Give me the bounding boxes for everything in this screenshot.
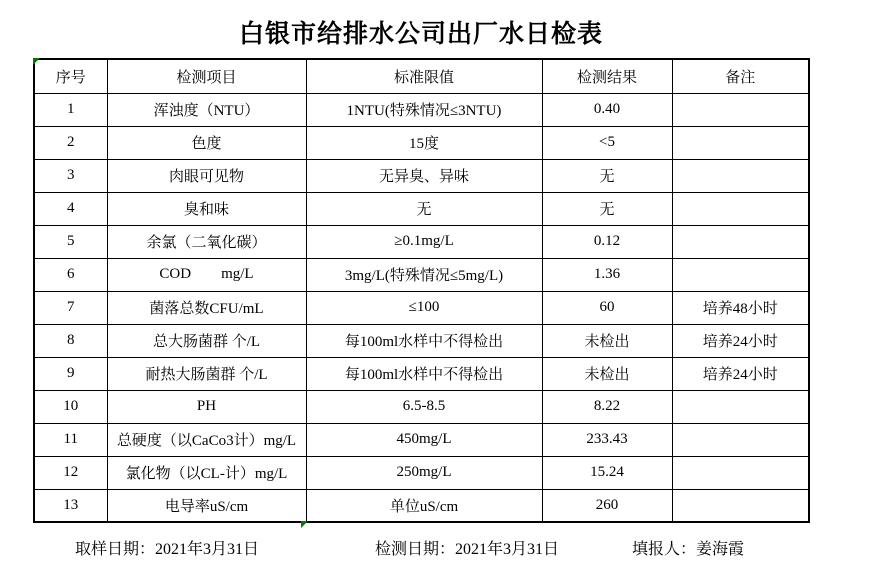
sampling-date-value: 2021年3月31日 — [155, 541, 260, 558]
cell-index: 3 — [34, 159, 107, 192]
table-header — [34, 59, 809, 93]
cell-note: 培养48小时 — [672, 291, 809, 324]
cell-index: 8 — [34, 324, 107, 357]
cell-note — [672, 489, 809, 522]
cell-limit: 6.5-8.5 — [306, 390, 542, 423]
cell-result: 8.22 — [542, 390, 672, 423]
cell-result: 233.43 — [542, 423, 672, 456]
cell-limit: 450mg/L — [306, 423, 542, 456]
cell-item: 色度 — [107, 126, 306, 159]
table-row — [34, 126, 809, 159]
test-date-value: 2021年3月31日 — [455, 541, 560, 558]
cell-result: 无 — [542, 159, 672, 192]
cell-result: 60 — [542, 291, 672, 324]
cell-index: 4 — [34, 192, 107, 225]
cell-corner-marker-icon — [301, 521, 308, 528]
cell-result: 260 — [542, 489, 672, 522]
table-row — [34, 258, 809, 291]
test-date — [375, 536, 559, 559]
inspection-table — [33, 58, 810, 523]
table-row — [34, 324, 809, 357]
cell-note — [672, 126, 809, 159]
sampling-date — [75, 536, 259, 559]
table-row — [34, 456, 809, 489]
reporter-name: 姜海霞 — [696, 541, 745, 558]
cell-limit: 每100ml水样中不得检出 — [306, 324, 542, 357]
cell-item: PH — [107, 390, 306, 423]
test-date-label: 检测日期： — [375, 541, 456, 558]
table-row — [34, 489, 809, 522]
cell-limit: ≥0.1mg/L — [306, 225, 542, 258]
cell-item: 浑浊度（NTU） — [107, 93, 306, 126]
cell-index: 6 — [34, 258, 107, 291]
cell-result: 无 — [542, 192, 672, 225]
cell-note — [672, 159, 809, 192]
table-row — [34, 390, 809, 423]
cell-item: 总大肠菌群 个/L — [107, 324, 306, 357]
cell-result: 未检出 — [542, 324, 672, 357]
header-row — [34, 59, 809, 93]
cell-limit: 1NTU(特殊情况≤3NTU) — [306, 93, 542, 126]
cell-index: 13 — [34, 489, 107, 522]
page-title: 白银市给排水公司出厂水日检表 — [238, 20, 603, 48]
cell-index: 9 — [34, 357, 107, 390]
cell-limit: 250mg/L — [306, 456, 542, 489]
cell-item: 耐热大肠菌群 个/L — [107, 357, 306, 390]
cell-limit: 15度 — [306, 126, 542, 159]
table-body — [34, 93, 809, 522]
cell-result: 0.12 — [542, 225, 672, 258]
cell-item: 总硬度（以CaCo3计）mg/L — [107, 423, 306, 456]
cell-limit: 单位uS/cm — [306, 489, 542, 522]
col-header-result: 检测结果 — [542, 59, 672, 93]
col-header-item: 检测项目 — [107, 59, 306, 93]
cell-note — [672, 225, 809, 258]
col-header-note: 备注 — [672, 59, 809, 93]
cell-limit: ≤100 — [306, 291, 542, 324]
cell-corner-marker-icon — [33, 58, 40, 65]
cell-item: COD mg/L — [107, 258, 306, 291]
cell-note — [672, 390, 809, 423]
reporter-label: 填报人： — [632, 541, 697, 558]
cell-item: 肉眼可见物 — [107, 159, 306, 192]
reporter — [632, 536, 744, 559]
cell-note — [672, 192, 809, 225]
cell-limit: 3mg/L(特殊情况≤5mg/L) — [306, 258, 542, 291]
cell-index: 10 — [34, 390, 107, 423]
cell-result: <5 — [542, 126, 672, 159]
cell-limit: 无异臭、异味 — [306, 159, 542, 192]
cell-index: 11 — [34, 423, 107, 456]
cell-limit: 无 — [306, 192, 542, 225]
cell-item: 电导率uS/cm — [107, 489, 306, 522]
cell-limit: 每100ml水样中不得检出 — [306, 357, 542, 390]
cell-note: 培养24小时 — [672, 357, 809, 390]
table-row — [34, 423, 809, 456]
table-row — [34, 159, 809, 192]
cell-item: 菌落总数CFU/mL — [107, 291, 306, 324]
cell-index: 12 — [34, 456, 107, 489]
cell-index: 1 — [34, 93, 107, 126]
table-row — [34, 93, 809, 126]
cell-result: 15.24 — [542, 456, 672, 489]
table-row — [34, 291, 809, 324]
cell-note — [672, 93, 809, 126]
cell-index: 7 — [34, 291, 107, 324]
cell-result: 0.40 — [542, 93, 672, 126]
cell-result: 未检出 — [542, 357, 672, 390]
cell-item: 余氯（二氧化碳） — [107, 225, 306, 258]
col-header-index: 序号 — [34, 59, 107, 93]
cell-result: 1.36 — [542, 258, 672, 291]
cell-item: 氯化物（以CL-计）mg/L — [107, 456, 306, 489]
cell-item: 臭和味 — [107, 192, 306, 225]
cell-index: 2 — [34, 126, 107, 159]
cell-note — [672, 258, 809, 291]
table-row — [34, 357, 809, 390]
cell-note: 培养24小时 — [672, 324, 809, 357]
sampling-date-label: 取样日期： — [75, 541, 156, 558]
table-row — [34, 225, 809, 258]
cell-index: 5 — [34, 225, 107, 258]
col-header-limit: 标准限值 — [306, 59, 542, 93]
cell-note — [672, 456, 809, 489]
cell-note — [672, 423, 809, 456]
table-row — [34, 192, 809, 225]
